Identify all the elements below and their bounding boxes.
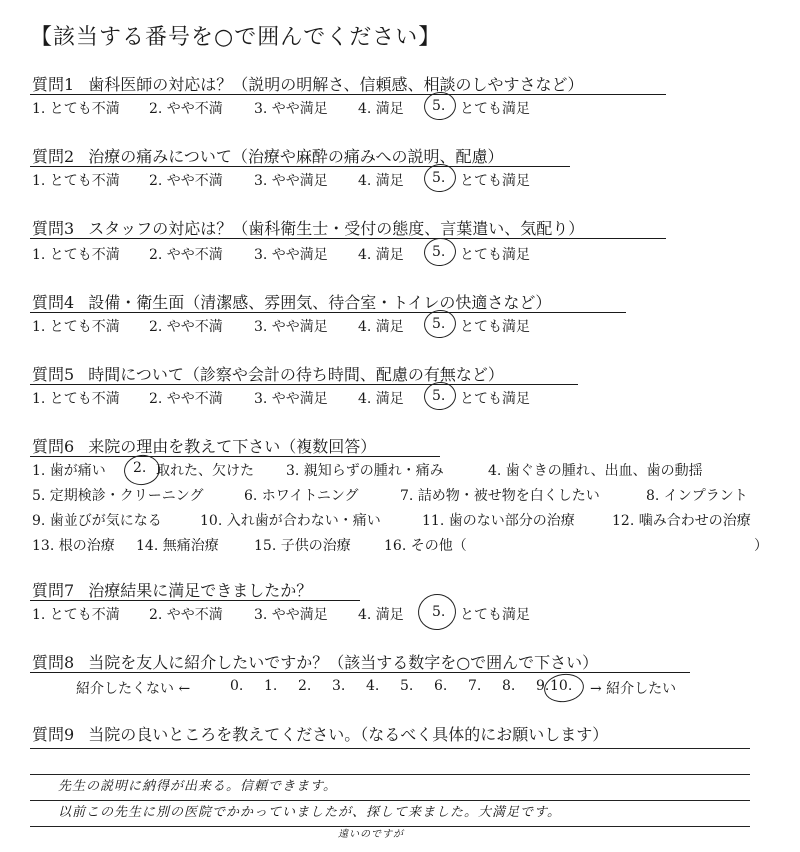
option-5[interactable]: 5. <box>432 604 446 620</box>
question-number: 質問7 <box>32 581 75 600</box>
option-5[interactable]: 5. <box>432 98 446 114</box>
reason-item: ） <box>754 538 768 554</box>
question-text: 時間について（診察や会計の待ち時間、配慮の有無など） <box>88 365 504 384</box>
option-1[interactable]: 1. とても不満 <box>32 319 120 335</box>
question-underline <box>30 238 666 239</box>
scale-value[interactable]: 1. <box>264 678 278 694</box>
question-number: 質問9 <box>32 725 75 744</box>
reason-item: 取れた、欠けた <box>156 463 254 479</box>
question-text: 治療結果に満足できましたか？ <box>88 581 313 600</box>
scale-value[interactable]: 7. <box>468 678 482 694</box>
question-underline <box>30 600 360 601</box>
scale-value[interactable]: 3. <box>332 678 346 694</box>
option-3[interactable]: 3. やや満足 <box>254 391 328 407</box>
question-number: 質問8 <box>32 653 75 672</box>
page-title: 【該当する番号を○で囲んでください】 <box>30 25 442 50</box>
reason-item[interactable]: 15. 子供の治療 <box>254 538 351 554</box>
option-3[interactable]: 3. やや満足 <box>254 101 328 117</box>
reason-item[interactable]: 13. 根の治療 <box>32 538 115 554</box>
handwritten-insertion: 遠いのですが <box>338 829 404 840</box>
option-5[interactable]: 5. <box>432 170 446 186</box>
question-number: 質問4 <box>32 293 75 312</box>
option-5-label: とても満足 <box>460 101 530 117</box>
option-3[interactable]: 3. やや満足 <box>254 173 328 189</box>
option-5-label: とても満足 <box>460 391 530 407</box>
scale-value[interactable]: 9. <box>536 678 550 694</box>
reason-item[interactable]: 4. 歯ぐきの腫れ、出血、歯の動揺 <box>488 463 703 479</box>
option-5[interactable]: 5. <box>432 244 446 260</box>
reason-item[interactable]: 10. 入れ歯が合わない・痛い <box>200 513 381 529</box>
option-1[interactable]: 1. とても不満 <box>32 101 120 117</box>
reason-item[interactable]: 11. 歯のない部分の治療 <box>422 513 575 529</box>
question-4 <box>32 290 551 313</box>
scale-value[interactable]: 4. <box>366 678 380 694</box>
question-number: 質問6 <box>32 437 75 456</box>
option-4[interactable]: 4. 満足 <box>358 607 404 623</box>
option-2[interactable]: 2. やや不満 <box>149 247 223 263</box>
question-5 <box>32 362 504 385</box>
scale-value[interactable]: 10. <box>550 678 573 694</box>
scale-right-label: → 紹介したい <box>590 681 677 697</box>
selection-circle <box>542 671 586 704</box>
option-4[interactable]: 4. 満足 <box>358 247 404 263</box>
question-number: 質問1 <box>32 75 75 94</box>
option-5[interactable]: 5. <box>432 316 446 332</box>
question-text: 当院を友人に紹介したいですか？（該当する数字を○で囲んで下さい） <box>88 653 599 672</box>
reason-item[interactable]: 3. 親知らずの腫れ・痛み <box>286 463 444 479</box>
handwritten-answer-line-2: 以前この先生に別の医院でかかっていましたが、探して来ました。大満足です。 <box>58 805 561 820</box>
scale-value[interactable]: 0. <box>230 678 244 694</box>
question-number: 質問5 <box>32 365 75 384</box>
question-9 <box>32 722 608 745</box>
scale-value[interactable]: 8. <box>502 678 516 694</box>
selection-circle <box>122 453 162 488</box>
scale-left-label: 紹介したくない ← <box>76 681 191 697</box>
question-7 <box>32 578 312 601</box>
question-text: スタッフの対応は？（歯科衛生士・受付の態度、言葉遣い、気配り） <box>88 219 585 238</box>
option-5-label: とても満足 <box>460 247 530 263</box>
reason-item[interactable]: 1. 歯が痛い <box>32 463 106 479</box>
reason-item[interactable]: 2. <box>133 460 147 476</box>
selection-circle <box>416 592 459 633</box>
reason-item[interactable]: 9. 歯並びが気になる <box>32 513 162 529</box>
option-1[interactable]: 1. とても不満 <box>32 173 120 189</box>
reason-item[interactable]: 16. その他（ <box>384 538 467 554</box>
scale-value[interactable]: 6. <box>434 678 448 694</box>
selection-circle <box>422 236 458 268</box>
question-underline <box>30 94 666 95</box>
option-2[interactable]: 2. やや不満 <box>149 319 223 335</box>
option-1[interactable]: 1. とても不満 <box>32 247 120 263</box>
option-5-label: とても満足 <box>460 319 530 335</box>
question-underline <box>30 672 690 673</box>
option-4[interactable]: 4. 満足 <box>358 173 404 189</box>
option-2[interactable]: 2. やや不満 <box>149 173 223 189</box>
scale-value[interactable]: 5. <box>400 678 414 694</box>
option-4[interactable]: 4. 満足 <box>358 391 404 407</box>
question-underline <box>30 312 626 313</box>
reason-item[interactable]: 8. インプラント <box>646 488 748 504</box>
option-3[interactable]: 3. やや満足 <box>254 319 328 335</box>
question-1 <box>32 72 584 95</box>
question-underline <box>30 166 570 167</box>
question-2 <box>32 144 504 167</box>
reason-item[interactable]: 12. 噛み合わせの治療 <box>612 513 751 529</box>
question-text: 来院の理由を教えて下さい（複数回答） <box>88 437 377 456</box>
question-underline <box>30 384 578 385</box>
answer-line <box>30 748 750 749</box>
handwritten-answer-line-1: 先生の説明に納得が出来る。信頼できます。 <box>58 779 337 794</box>
option-5-label: とても満足 <box>460 607 530 623</box>
question-6 <box>32 434 376 457</box>
question-text: 歯科医師の対応は？（説明の明解さ、信頼感、相談のしやすさなど） <box>88 75 584 94</box>
reason-item[interactable]: 6. ホワイトニング <box>244 488 359 504</box>
question-number: 質問2 <box>32 147 75 166</box>
question-3 <box>32 216 584 239</box>
question-number: 質問3 <box>32 219 75 238</box>
question-text: 治療の痛みについて（治療や麻酔の痛みへの説明、配慮） <box>88 147 504 166</box>
question-text: 設備・衛生面（清潔感、雰囲気、待合室・トイレの快適さなど） <box>88 293 552 312</box>
option-5[interactable]: 5. <box>432 388 446 404</box>
question-text: 当院の良いところを教えてください。（なるべく具体的にお願いします） <box>88 725 609 744</box>
option-1[interactable]: 1. とても不満 <box>32 607 120 623</box>
scale-value[interactable]: 2. <box>298 678 312 694</box>
question-8 <box>32 650 598 673</box>
option-3[interactable]: 3. やや満足 <box>254 607 328 623</box>
option-4[interactable]: 4. 満足 <box>358 101 404 117</box>
option-2[interactable]: 2. やや不満 <box>149 101 223 117</box>
question-underline <box>30 456 440 457</box>
reason-item[interactable]: 5. 定期検診・クリーニング <box>32 488 204 504</box>
option-1[interactable]: 1. とても不満 <box>32 391 120 407</box>
reason-item[interactable]: 14. 無痛治療 <box>136 538 219 554</box>
option-2[interactable]: 2. やや不満 <box>149 391 223 407</box>
option-5-label: とても満足 <box>460 173 530 189</box>
option-2[interactable]: 2. やや不満 <box>149 607 223 623</box>
reason-item[interactable]: 7. 詰め物・被せ物を白くしたい <box>400 488 600 504</box>
option-4[interactable]: 4. 満足 <box>358 319 404 335</box>
option-3[interactable]: 3. やや満足 <box>254 247 328 263</box>
